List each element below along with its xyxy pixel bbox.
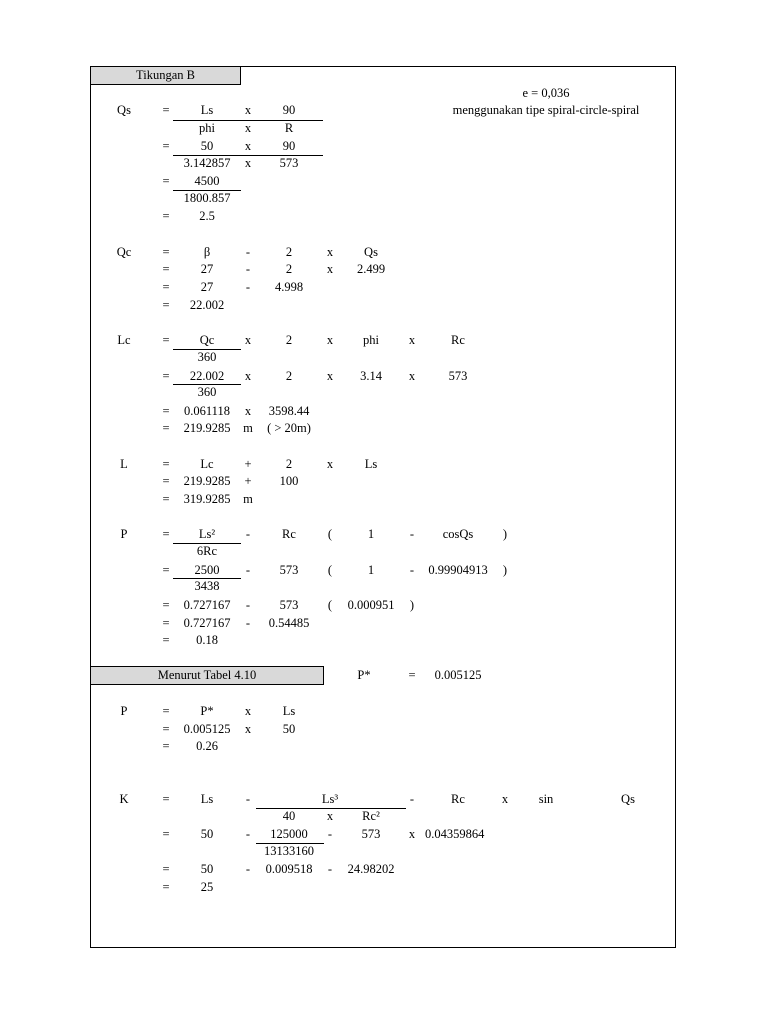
qs-r3-a: 50: [200, 139, 214, 153]
qs-r5: 4500: [194, 174, 220, 188]
k-eq-2: =: [162, 827, 170, 841]
lc-r1-e: phi: [363, 333, 379, 347]
p-r1-e: 1: [367, 527, 375, 541]
lc-r1-c: 2: [285, 333, 293, 347]
p2-eq-3: =: [162, 739, 170, 753]
p-r3-c: 573: [279, 598, 299, 612]
k-r2-f: x: [408, 827, 416, 841]
lc-r2-c: 2: [285, 369, 293, 383]
lc-eq-2: =: [162, 369, 170, 383]
qc-label: Qc: [116, 245, 132, 259]
k-r1-a: Ls: [200, 792, 214, 806]
l-unit: m: [243, 492, 253, 506]
qc-r1-b: -: [245, 245, 251, 259]
qs-den-op: x: [244, 121, 252, 135]
l-r1-e: Ls: [364, 457, 378, 471]
p2-eq-1: =: [162, 704, 170, 718]
l-result: 319.9285: [183, 492, 231, 506]
p2-r1-b: x: [244, 704, 252, 718]
p-eq-4: =: [162, 616, 170, 630]
qc-eq-1: =: [162, 245, 170, 259]
qs-result: 2.5: [199, 209, 215, 223]
p-eq-2: =: [162, 563, 170, 577]
k-r1d-b: x: [326, 809, 334, 823]
l-eq-3: =: [162, 492, 170, 506]
qs-r4-a: 3.142857: [183, 156, 231, 170]
pstar-label: P*: [357, 668, 371, 682]
p2-r2-b: x: [244, 722, 252, 736]
lc-r1-b: x: [244, 333, 252, 347]
qc-r2-b: -: [245, 262, 251, 276]
k-r1-f: x: [501, 792, 509, 806]
qs-r3-op: x: [244, 139, 252, 153]
p-r4-c: 0.54485: [268, 616, 310, 630]
l-label: L: [120, 457, 128, 471]
p-result: 0.18: [196, 633, 218, 647]
lc-label: Lc: [117, 333, 131, 347]
lc-condition: ( > 20m): [267, 421, 311, 435]
p-label: P: [120, 527, 128, 541]
k-r2-den: 13133160: [264, 844, 314, 858]
p-eq-5: =: [162, 633, 170, 647]
k-r1d-c: Rc²: [362, 809, 380, 823]
p2-eq-2: =: [162, 722, 170, 736]
l-eq-1: =: [162, 457, 170, 471]
p-r3-a: 0.727167: [183, 598, 231, 612]
lc-r1-d: x: [326, 333, 334, 347]
k-r3-d: -: [327, 862, 333, 876]
method-note: menggunakan tipe spiral-circle-spiral: [452, 103, 640, 117]
lc-r1-den: 360: [197, 350, 217, 364]
p-r2-g: 0.99904913: [428, 563, 488, 577]
p-r2-d: (: [327, 563, 333, 577]
k-r3-c: 0.009518: [265, 862, 313, 876]
qs-eq-2: =: [162, 139, 170, 153]
p2-result: 0.26: [196, 739, 218, 753]
qc-r3-c: 4.998: [274, 280, 304, 294]
k-r1-g: sin: [538, 792, 554, 806]
qc-r3-b: -: [245, 280, 251, 294]
p2-label: P: [120, 704, 128, 718]
qs-label: Qs: [117, 103, 131, 117]
l-r1-d: x: [326, 457, 334, 471]
k-eq-1: =: [162, 792, 170, 806]
qc-eq-4: =: [162, 298, 170, 312]
qc-r1-e: Qs: [364, 245, 378, 259]
k-r2-b: -: [245, 827, 251, 841]
qs-den-r: R: [284, 121, 294, 135]
qs-den-phi: phi: [199, 121, 215, 135]
p-r1-a: Ls²: [198, 527, 216, 541]
lc-r1-f: x: [408, 333, 416, 347]
l-r1-c: 2: [285, 457, 293, 471]
k-r1-c: Ls³: [321, 792, 339, 806]
qs-eq-4: =: [162, 209, 170, 223]
k-r1-e: Rc: [451, 792, 465, 806]
l-r2-a: 219.9285: [183, 474, 231, 488]
qc-r1-c: 2: [285, 245, 293, 259]
qc-eq-3: =: [162, 280, 170, 294]
lc-r2-d: x: [326, 369, 334, 383]
tabel-box: [90, 666, 324, 685]
qc-r3-a: 27: [200, 280, 214, 294]
p2-r2-a: 0.005125: [183, 722, 231, 736]
qs-r6: 1800.857: [183, 191, 231, 205]
lc-r3-a: 0.061118: [184, 404, 230, 418]
k-r3-b: -: [245, 862, 251, 876]
qc-r2-d: x: [326, 262, 334, 276]
p-r1-f: -: [409, 527, 415, 541]
qs-num-90: 90: [282, 103, 296, 117]
section-title: Tikungan B: [136, 68, 195, 82]
p-r4-a: 0.727167: [183, 616, 231, 630]
pstar-value: 0.005125: [434, 668, 482, 682]
qc-eq-2: =: [162, 262, 170, 276]
qc-r2-a: 27: [200, 262, 214, 276]
p-r1-h: ): [502, 527, 508, 541]
k-r3-e: 24.98202: [347, 862, 395, 876]
p-r2-f: -: [409, 563, 415, 577]
lc-r3-c: 3598.44: [268, 404, 310, 418]
qs-eq-1: =: [162, 103, 170, 117]
p-r1-c: Rc: [282, 527, 296, 541]
k-r2-e: 573: [361, 827, 381, 841]
qc-r1-d: x: [326, 245, 334, 259]
lc-r2-g: 573: [448, 369, 468, 383]
lc-r2-den: 360: [197, 385, 217, 399]
k-r3-a: 50: [200, 862, 214, 876]
p-r1-d: (: [327, 527, 333, 541]
lc-r2-b: x: [244, 369, 252, 383]
l-eq-2: =: [162, 474, 170, 488]
qs-num-ls: Ls: [200, 103, 214, 117]
k-result: 25: [200, 880, 214, 894]
qc-r2-c: 2: [285, 262, 293, 276]
l-r1-b: +: [244, 457, 252, 471]
p2-r2-c: 50: [282, 722, 296, 736]
tabel-label: Menurut Tabel 4.10: [157, 668, 257, 682]
k-r1-h: Qs: [621, 792, 635, 806]
pstar-eq: =: [408, 668, 416, 682]
p2-r1-c: Ls: [282, 704, 296, 718]
k-eq-3: =: [162, 862, 170, 876]
qs-op: x: [244, 103, 252, 117]
k-r1-d: -: [409, 792, 415, 806]
lc-unit: m: [243, 421, 253, 435]
lc-r1-g: Rc: [451, 333, 465, 347]
lc-r2-a: 22.002: [189, 369, 225, 383]
p-r2-e: 1: [367, 563, 375, 577]
qs-r4-b: 573: [279, 156, 299, 170]
e-note: e = 0,036: [522, 86, 570, 100]
lc-eq-4: =: [162, 421, 170, 435]
lc-r2-e: 3.14: [360, 369, 382, 383]
qc-r1-a: β: [203, 245, 211, 259]
k-r1-b: -: [245, 792, 251, 806]
l-r2-b: +: [244, 474, 252, 488]
p-r3-d: (: [327, 598, 333, 612]
p-r4-b: -: [245, 616, 251, 630]
qs-eq-3: =: [162, 174, 170, 188]
lc-r3-b: x: [244, 404, 252, 418]
qc-result: 22.002: [189, 298, 225, 312]
qs-r3-b: 90: [282, 139, 296, 153]
l-r2-c: 100: [279, 474, 299, 488]
p-r3-e: 0.000951: [347, 598, 395, 612]
k-r2-a: 50: [200, 827, 214, 841]
p-r2-den: 3438: [194, 579, 220, 593]
k-label: K: [119, 792, 129, 806]
k-eq-4: =: [162, 880, 170, 894]
lc-result: 219.9285: [183, 421, 231, 435]
p-r1-b: -: [245, 527, 251, 541]
p-r2-a: 2500: [194, 563, 220, 577]
p-r3-f: ): [409, 598, 415, 612]
p-r1-g: cosQs: [442, 527, 474, 541]
lc-eq-3: =: [162, 404, 170, 418]
calculation-sheet: [90, 66, 676, 948]
p-r1-den: 6Rc: [196, 544, 218, 558]
k-r2-d: -: [327, 827, 333, 841]
qc-r2-e: 2.499: [356, 262, 386, 276]
k-r2-g: 0.04359864: [425, 827, 485, 841]
l-r1-a: Lc: [200, 457, 214, 471]
p-r2-c: 573: [279, 563, 299, 577]
section-title-box: [90, 66, 241, 85]
lc-r2-f: x: [408, 369, 416, 383]
k-r2-c: 125000: [270, 827, 308, 841]
p-r2-h: ): [502, 563, 508, 577]
p-r2-b: -: [245, 563, 251, 577]
k-r1d-a: 40: [282, 809, 296, 823]
p-r3-b: -: [245, 598, 251, 612]
p-eq-3: =: [162, 598, 170, 612]
p-eq-1: =: [162, 527, 170, 541]
qs-r4-op: x: [244, 156, 252, 170]
lc-eq-1: =: [162, 333, 170, 347]
p2-r1-a: P*: [200, 704, 214, 718]
lc-r1-a: Qc: [199, 333, 215, 347]
